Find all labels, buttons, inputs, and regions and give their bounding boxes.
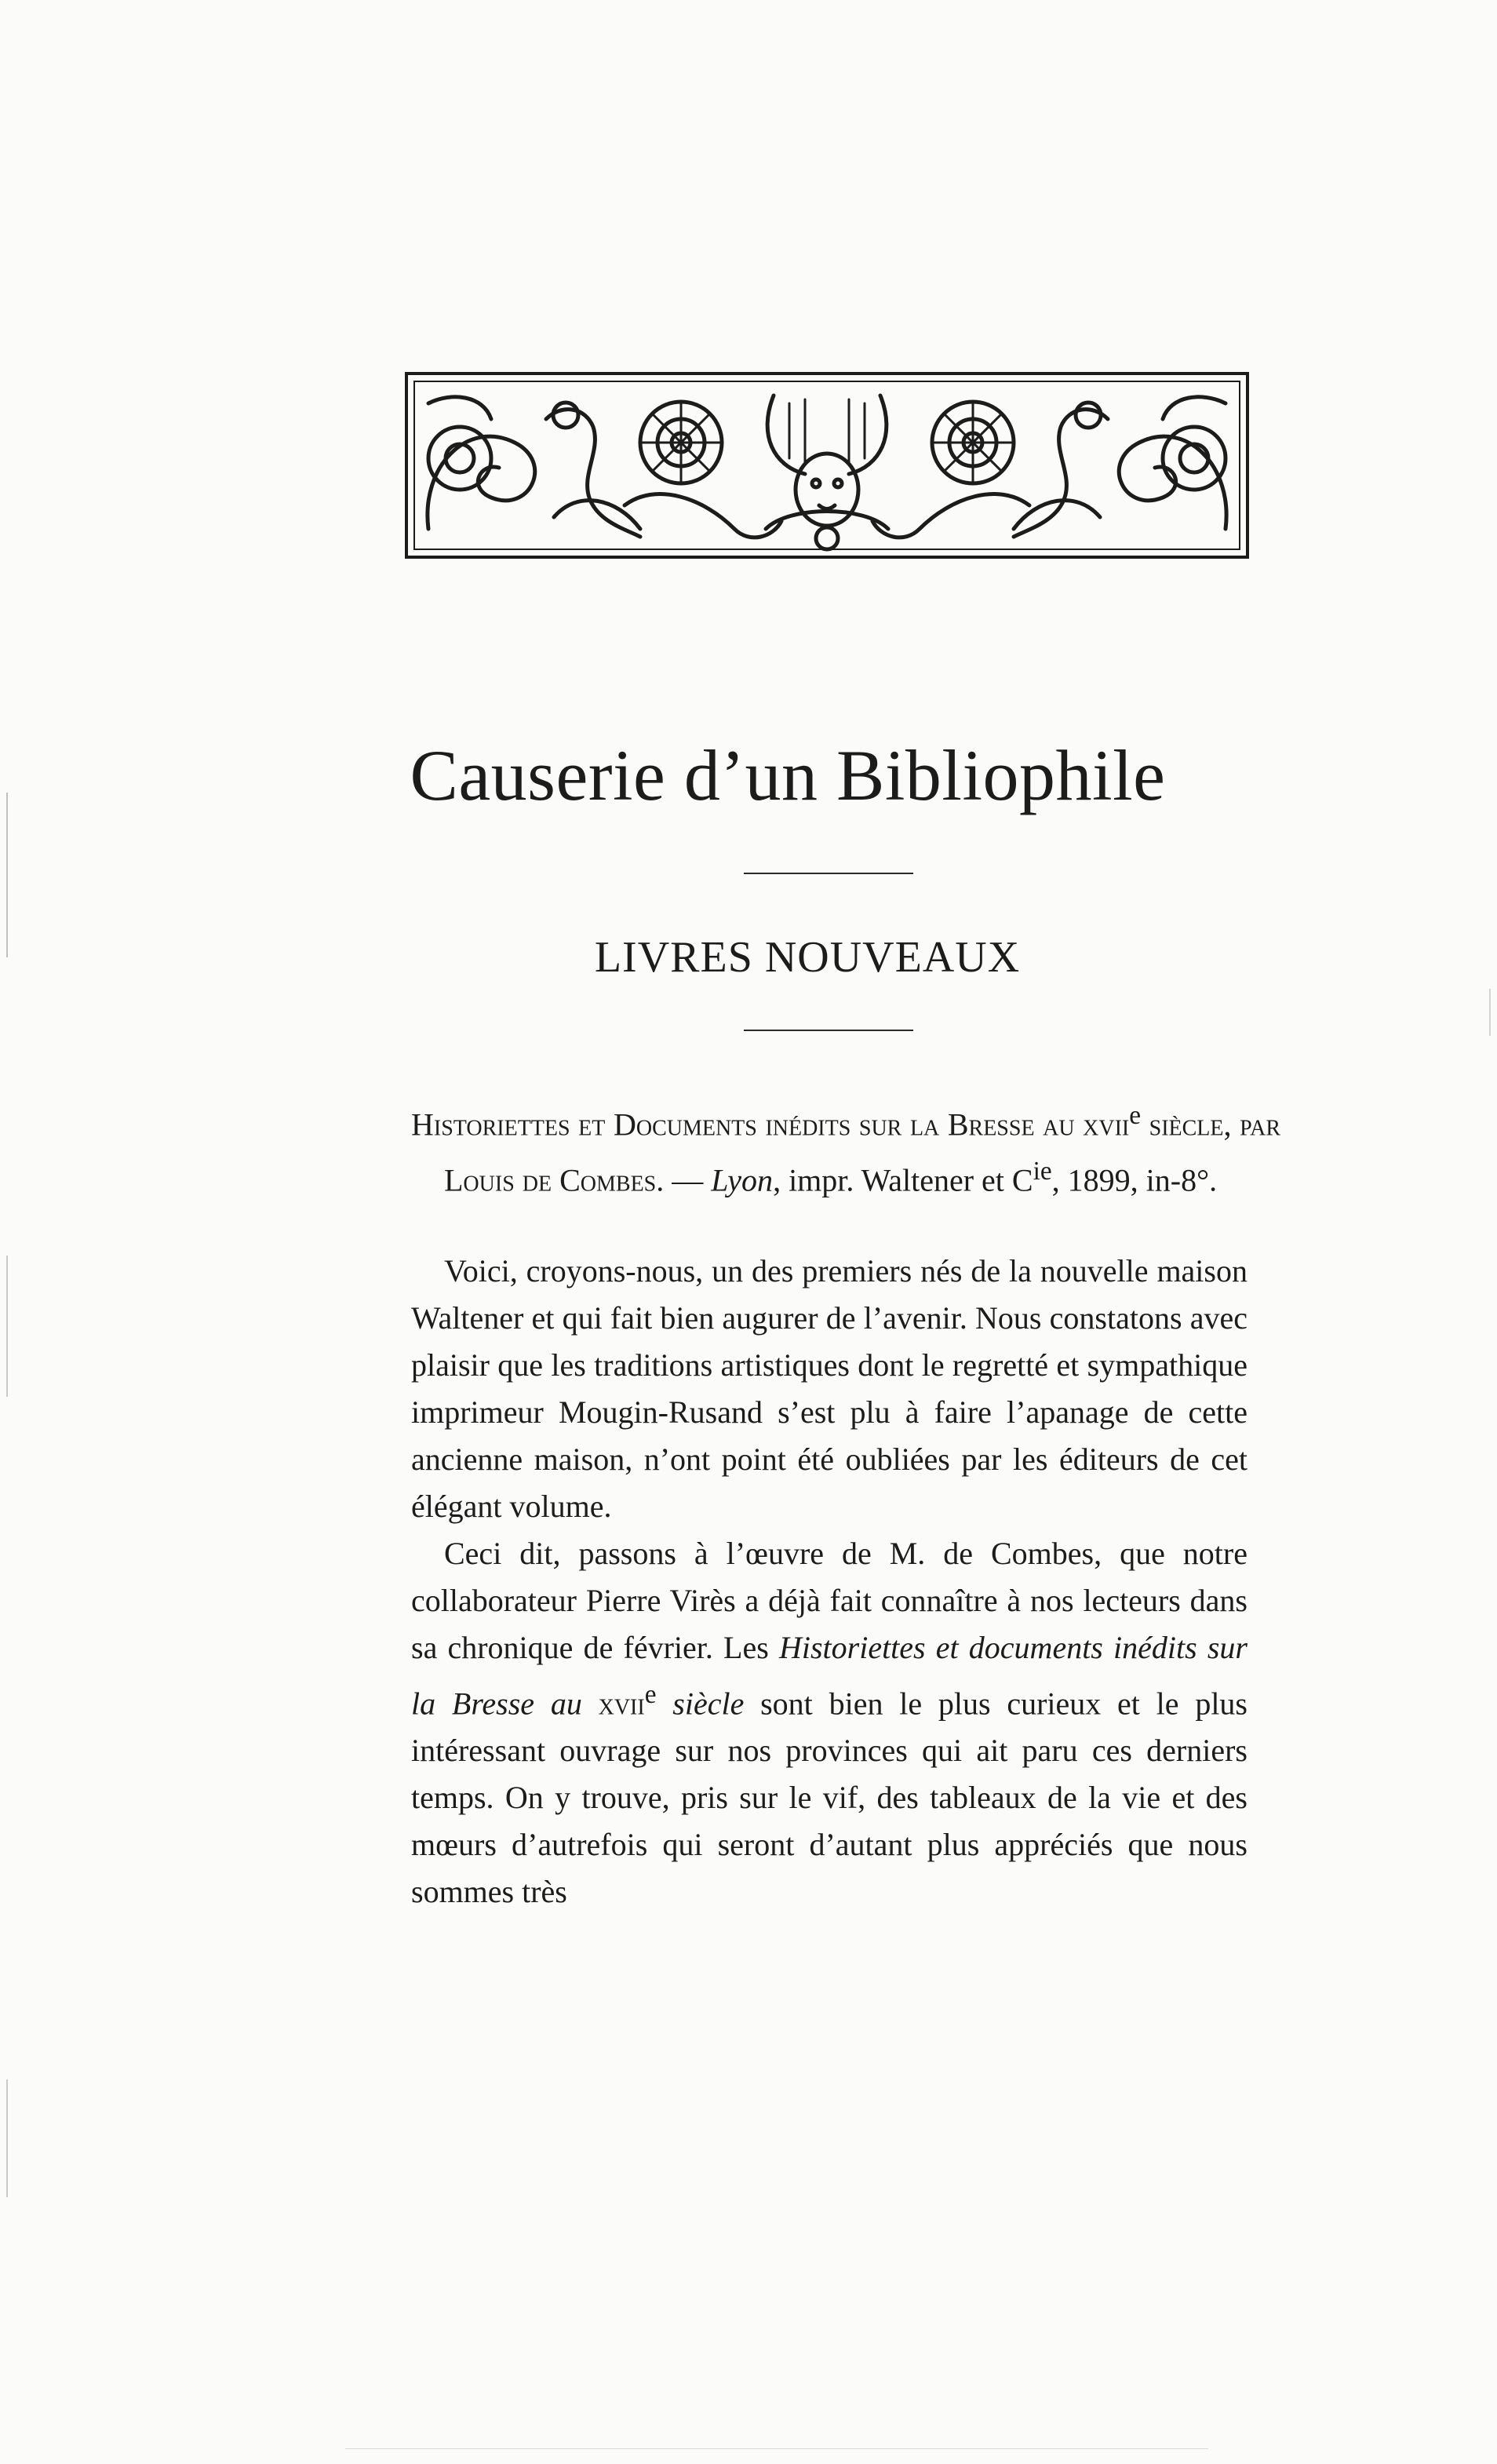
bibliographic-entry: [411, 1092, 1280, 1205]
page-title: Causerie d’un Bibliophile: [410, 735, 1166, 815]
scan-mark: [6, 2079, 8, 2197]
entry-author: siècle, par Louis de Combes. —: [444, 1106, 1280, 1198]
section-heading: LIVRES NOUVEAUX: [594, 933, 1021, 982]
paragraph: [411, 1530, 1248, 1915]
century-superscript: e: [644, 1680, 657, 1709]
entry-title: Historiettes et Documents inédits sur la Bresse au xvii: [411, 1106, 1130, 1143]
scan-mark: [6, 1256, 8, 1397]
ornamental-headpiece-icon: [405, 372, 1249, 559]
cited-title: siècle: [656, 1686, 745, 1722]
paragraph-text: Ceci dit, passons à l’œuvre de M. de Combes, que notre collaborateur Pierre Virès a déjà fait connaître à nos lecteurs dans sa chronique de février. Les: [411, 1536, 1248, 1665]
cited-title: Historiettes et documents inédits sur la Bresse au: [411, 1630, 1248, 1722]
divider: [744, 1030, 913, 1031]
entry-city: Lyon: [711, 1162, 774, 1198]
divider: [744, 873, 913, 874]
paragraph-text: sont bien le plus curieux et le plus intéressant ouvrage sur nos provinces qui ait paru ces derniers temps. On y trouve, pris sur le vif, des tableaux de la vie et des mœurs d’autrefois qui seront d’autant plus appréciés que nous sommes très: [411, 1686, 1248, 1910]
entry-publisher: , impr. Waltener et C: [773, 1162, 1033, 1198]
entry-date-format: , 1899, in-8°.: [1051, 1162, 1218, 1198]
entry-superscript: e: [1129, 1101, 1142, 1130]
scan-mark: [345, 2448, 1208, 2449]
paragraph: Voici, croyons-nous, un des premiers nés de la nouvelle maison Waltener et qui fait bien augurer de l’avenir. Nous constatons avec plaisir que les traditions artistiques dont le regretté et sympathique imprimeur Mougin-Rusand s’est plu à faire l’apanage de cette ancienne maison, n’ont point été oubliées par les éditeurs de cet élégant volume.: [411, 1253, 1248, 1524]
century-numeral: xvii: [581, 1686, 645, 1722]
entry-superscript: ie: [1033, 1157, 1052, 1186]
scan-mark: [1489, 989, 1491, 1036]
